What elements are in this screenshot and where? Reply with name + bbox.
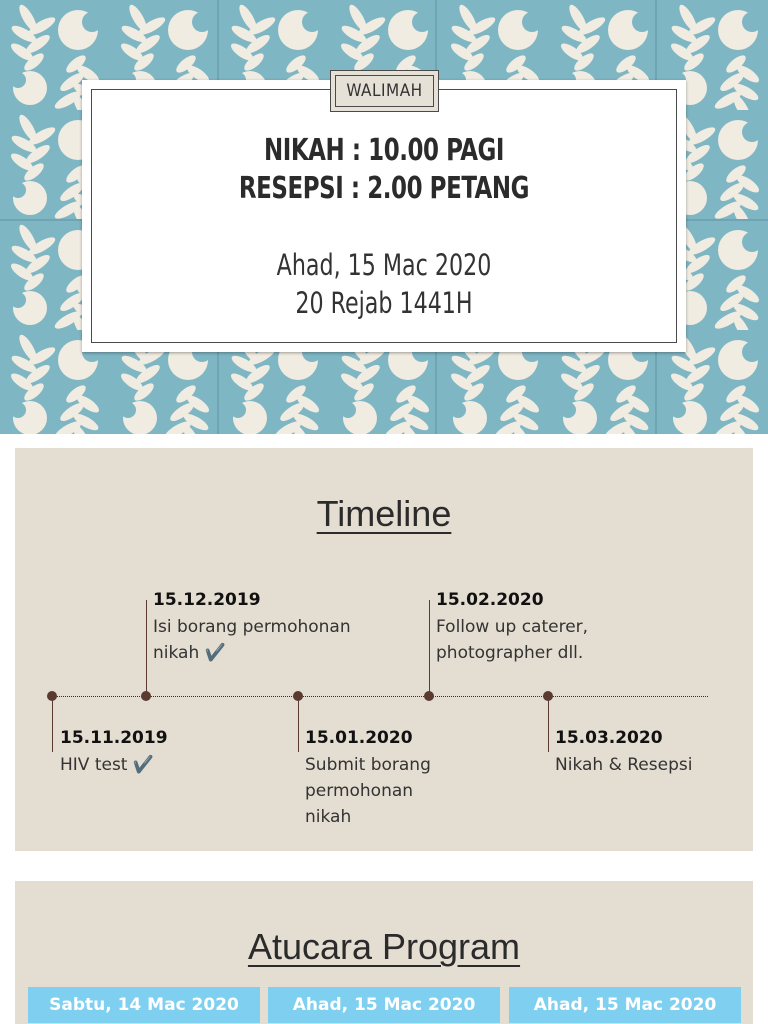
timeline-title: Timeline (316, 493, 452, 534)
atucara-title: Atucara Program (247, 926, 521, 967)
nikah-time: NIKAH : 10.00 PAGI (263, 133, 505, 168)
event-2-date: 15.12.2019 (153, 590, 261, 610)
timeline-stem-1 (52, 696, 53, 752)
invitation-card (82, 80, 686, 352)
timeline-stem-3 (298, 696, 299, 752)
event-3-desc: Submit borang permohonan nikah (305, 755, 431, 827)
hero-banner (0, 0, 768, 434)
day-tab-1-label: Sabtu, 14 Mac 2020 (49, 995, 239, 1015)
day-tab-3[interactable] (509, 987, 741, 1023)
event-dates (82, 246, 686, 322)
event-4-desc: Follow up caterer, photographer dll. (436, 617, 589, 663)
day-tab-2-label: Ahad, 15 Mac 2020 (292, 995, 476, 1015)
event-times (82, 132, 686, 208)
timeline-stem-4 (429, 600, 430, 696)
resepsi-time: RESEPSI : 2.00 PETANG (238, 171, 530, 206)
day-tab-1[interactable] (28, 987, 260, 1023)
walimah-tag (330, 70, 439, 112)
date-hijri: 20 Rejab 1441H (295, 286, 473, 320)
walimah-label: WALIMAH (346, 81, 423, 101)
day-tab-3-label: Ahad, 15 Mac 2020 (533, 995, 717, 1015)
event-4-date: 15.02.2020 (436, 590, 544, 610)
event-5-date: 15.03.2020 (555, 728, 663, 748)
timeline-stem-5 (548, 696, 549, 752)
timeline-stem-2 (146, 600, 147, 696)
event-1-date: 15.11.2019 (60, 728, 168, 748)
event-2-desc: Isi borang permohonan nikah ✔️ (153, 617, 351, 663)
day-tab-2[interactable] (268, 987, 500, 1023)
event-1-desc: HIV test ✔️ (60, 755, 155, 775)
date-masihi: Ahad, 15 Mac 2020 (276, 248, 492, 282)
event-5-desc: Nikah & Resepsi (555, 755, 693, 775)
event-3-date: 15.01.2020 (305, 728, 413, 748)
